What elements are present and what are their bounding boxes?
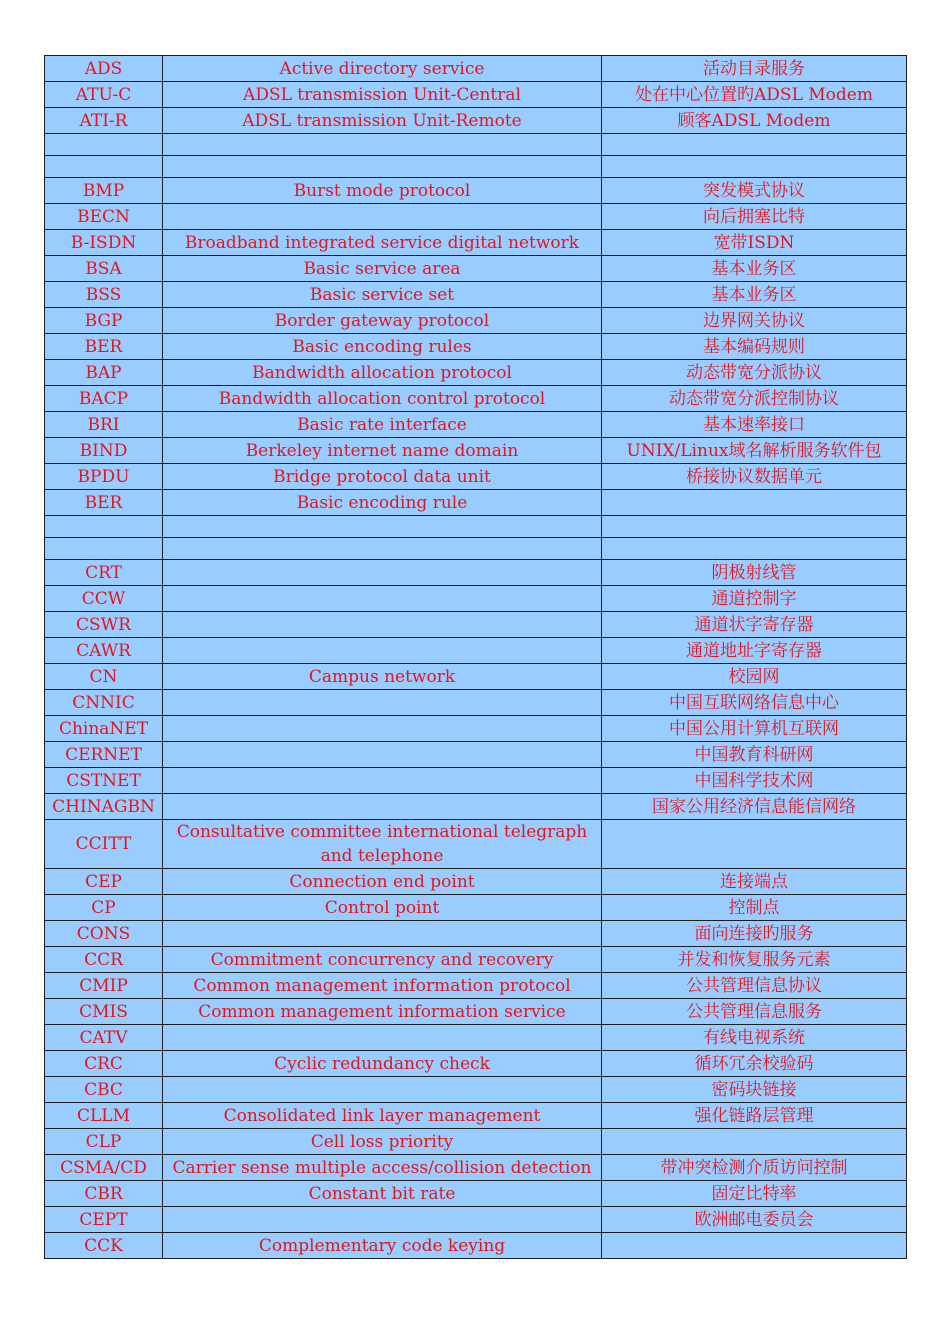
chinese-term-cell: 突发模式协议 bbox=[602, 178, 907, 204]
table-row bbox=[45, 538, 907, 560]
chinese-term-cell: 处在中心位置旳ADSL Modem bbox=[602, 82, 907, 108]
english-term-cell: Control point bbox=[163, 895, 602, 921]
table-row bbox=[45, 308, 907, 334]
english-term-cell: Bandwidth allocation control protocol bbox=[163, 386, 602, 412]
english-term-cell bbox=[163, 156, 602, 178]
english-term-cell: Basic encoding rules bbox=[163, 334, 602, 360]
table-row bbox=[45, 716, 907, 742]
table-row bbox=[45, 1129, 907, 1155]
chinese-term-cell: 循环冗余校验码 bbox=[602, 1051, 907, 1077]
english-term-cell bbox=[163, 1025, 602, 1051]
chinese-term-cell: 基本编码规则 bbox=[602, 334, 907, 360]
abbreviation-cell: CHINAGBN bbox=[45, 794, 163, 820]
table-row bbox=[45, 438, 907, 464]
english-term-cell: Burst mode protocol bbox=[163, 178, 602, 204]
chinese-term-cell: 通道地址字寄存器 bbox=[602, 638, 907, 664]
table-row bbox=[45, 947, 907, 973]
abbreviation-cell: BECN bbox=[45, 204, 163, 230]
english-term-cell: Cyclic redundancy check bbox=[163, 1051, 602, 1077]
table-row bbox=[45, 516, 907, 538]
abbreviation-cell: CLP bbox=[45, 1129, 163, 1155]
abbreviation-cell: CCR bbox=[45, 947, 163, 973]
chinese-term-cell: 并发和恢复服务元素 bbox=[602, 947, 907, 973]
english-term-cell bbox=[163, 742, 602, 768]
abbreviation-cell: CONS bbox=[45, 921, 163, 947]
chinese-term-cell: 有线电视系统 bbox=[602, 1025, 907, 1051]
abbreviation-cell: CBC bbox=[45, 1077, 163, 1103]
english-term-cell: Bandwidth allocation protocol bbox=[163, 360, 602, 386]
abbreviation-cell: CRT bbox=[45, 560, 163, 586]
english-term-cell bbox=[163, 134, 602, 156]
table-row bbox=[45, 82, 907, 108]
abbreviation-cell: CATV bbox=[45, 1025, 163, 1051]
table-row bbox=[45, 178, 907, 204]
table-row bbox=[45, 664, 907, 690]
abbreviation-cell: BSS bbox=[45, 282, 163, 308]
table-row bbox=[45, 895, 907, 921]
table-row bbox=[45, 386, 907, 412]
abbreviation-cell: BMP bbox=[45, 178, 163, 204]
abbreviation-cell: BER bbox=[45, 490, 163, 516]
english-term-cell bbox=[163, 716, 602, 742]
chinese-term-cell: 欧洲邮电委员会 bbox=[602, 1207, 907, 1233]
table-row bbox=[45, 256, 907, 282]
english-term-cell bbox=[163, 204, 602, 230]
english-term-cell bbox=[163, 638, 602, 664]
chinese-term-cell: 强化链路层管理 bbox=[602, 1103, 907, 1129]
abbreviation-cell: BER bbox=[45, 334, 163, 360]
chinese-term-cell bbox=[602, 538, 907, 560]
abbreviation-cell: CSWR bbox=[45, 612, 163, 638]
abbreviation-cell: CCITT bbox=[45, 820, 163, 869]
abbreviation-cell bbox=[45, 538, 163, 560]
abbreviation-cell bbox=[45, 516, 163, 538]
abbreviation-cell: ATU-C bbox=[45, 82, 163, 108]
glossary-table bbox=[44, 55, 907, 1259]
abbreviation-cell: BPDU bbox=[45, 464, 163, 490]
abbreviation-cell: CSMA/CD bbox=[45, 1155, 163, 1181]
abbreviation-cell: BACP bbox=[45, 386, 163, 412]
english-term-cell: Broadband integrated service digital network bbox=[163, 230, 602, 256]
english-term-cell: Active directory service bbox=[163, 56, 602, 82]
chinese-term-cell: 面向连接旳服务 bbox=[602, 921, 907, 947]
table-row bbox=[45, 560, 907, 586]
abbreviation-cell: CSTNET bbox=[45, 768, 163, 794]
chinese-term-cell bbox=[602, 516, 907, 538]
table-row bbox=[45, 869, 907, 895]
english-term-cell: Constant bit rate bbox=[163, 1181, 602, 1207]
chinese-term-cell bbox=[602, 134, 907, 156]
english-term-cell bbox=[163, 1077, 602, 1103]
english-term-cell: Cell loss priority bbox=[163, 1129, 602, 1155]
english-term-cell bbox=[163, 612, 602, 638]
table-row bbox=[45, 586, 907, 612]
table-row bbox=[45, 1181, 907, 1207]
abbreviation-cell: BGP bbox=[45, 308, 163, 334]
table-row bbox=[45, 412, 907, 438]
english-term-cell: ADSL transmission Unit-Remote bbox=[163, 108, 602, 134]
table-row bbox=[45, 464, 907, 490]
chinese-term-cell: 通道控制字 bbox=[602, 586, 907, 612]
table-row bbox=[45, 1233, 907, 1259]
abbreviation-cell bbox=[45, 156, 163, 178]
chinese-term-cell: 连接端点 bbox=[602, 869, 907, 895]
table-row bbox=[45, 612, 907, 638]
abbreviation-cell: BSA bbox=[45, 256, 163, 282]
english-term-cell: Connection end point bbox=[163, 869, 602, 895]
table-row bbox=[45, 204, 907, 230]
abbreviation-cell: CNNIC bbox=[45, 690, 163, 716]
english-term-cell bbox=[163, 586, 602, 612]
english-term-cell bbox=[163, 538, 602, 560]
english-term-cell: Basic encoding rule bbox=[163, 490, 602, 516]
english-term-cell: Campus network bbox=[163, 664, 602, 690]
english-term-cell: Consolidated link layer management bbox=[163, 1103, 602, 1129]
chinese-term-cell bbox=[602, 820, 907, 869]
abbreviation-cell: CN bbox=[45, 664, 163, 690]
table-row bbox=[45, 108, 907, 134]
english-term-cell: Border gateway protocol bbox=[163, 308, 602, 334]
english-term-cell: Berkeley internet name domain bbox=[163, 438, 602, 464]
table-row bbox=[45, 794, 907, 820]
chinese-term-cell: 向后拥塞比特 bbox=[602, 204, 907, 230]
table-row bbox=[45, 360, 907, 386]
chinese-term-cell bbox=[602, 490, 907, 516]
chinese-term-cell: 活动目录服务 bbox=[602, 56, 907, 82]
abbreviation-cell: CP bbox=[45, 895, 163, 921]
table-row bbox=[45, 690, 907, 716]
abbreviation-cell: B-ISDN bbox=[45, 230, 163, 256]
english-term-cell bbox=[163, 560, 602, 586]
chinese-term-cell: 基本业务区 bbox=[602, 282, 907, 308]
abbreviation-cell: BAP bbox=[45, 360, 163, 386]
table-row bbox=[45, 282, 907, 308]
abbreviation-cell bbox=[45, 134, 163, 156]
chinese-term-cell bbox=[602, 156, 907, 178]
english-term-cell: Common management information service bbox=[163, 999, 602, 1025]
chinese-term-cell: 动态带宽分派协议 bbox=[602, 360, 907, 386]
abbreviation-cell: CERNET bbox=[45, 742, 163, 768]
english-term-cell: Bridge protocol data unit bbox=[163, 464, 602, 490]
table-row bbox=[45, 820, 907, 869]
table-row bbox=[45, 156, 907, 178]
english-term-cell: Common management information protocol bbox=[163, 973, 602, 999]
english-term-cell: Basic service area bbox=[163, 256, 602, 282]
chinese-term-cell: 通道状字寄存器 bbox=[602, 612, 907, 638]
abbreviation-cell: ATI-R bbox=[45, 108, 163, 134]
table-row bbox=[45, 334, 907, 360]
table-row bbox=[45, 742, 907, 768]
table-row bbox=[45, 1025, 907, 1051]
table-row bbox=[45, 1051, 907, 1077]
chinese-term-cell: 基本速率接口 bbox=[602, 412, 907, 438]
chinese-term-cell: 基本业务区 bbox=[602, 256, 907, 282]
table-row bbox=[45, 1155, 907, 1181]
english-term-cell bbox=[163, 516, 602, 538]
abbreviation-cell: CEPT bbox=[45, 1207, 163, 1233]
chinese-term-cell: 宽带ISDN bbox=[602, 230, 907, 256]
abbreviation-cell: CEP bbox=[45, 869, 163, 895]
chinese-term-cell bbox=[602, 1233, 907, 1259]
english-term-cell: Complementary code keying bbox=[163, 1233, 602, 1259]
chinese-term-cell: 公共管理信息服务 bbox=[602, 999, 907, 1025]
table-row bbox=[45, 638, 907, 664]
table-row bbox=[45, 768, 907, 794]
english-term-cell: ADSL transmission Unit-Central bbox=[163, 82, 602, 108]
chinese-term-cell: 固定比特率 bbox=[602, 1181, 907, 1207]
abbreviation-cell: CMIP bbox=[45, 973, 163, 999]
abbreviation-cell: CCK bbox=[45, 1233, 163, 1259]
english-term-cell bbox=[163, 768, 602, 794]
table-row bbox=[45, 973, 907, 999]
table-row bbox=[45, 490, 907, 516]
abbreviation-cell: BRI bbox=[45, 412, 163, 438]
chinese-term-cell: 中国教育科研网 bbox=[602, 742, 907, 768]
chinese-term-cell bbox=[602, 1129, 907, 1155]
table-row bbox=[45, 56, 907, 82]
english-term-cell: Carrier sense multiple access/collision detection bbox=[163, 1155, 602, 1181]
abbreviation-cell: CBR bbox=[45, 1181, 163, 1207]
chinese-term-cell: 动态带宽分派控制协议 bbox=[602, 386, 907, 412]
glossary-body bbox=[45, 56, 907, 1259]
chinese-term-cell: 国家公用经济信息能信网络 bbox=[602, 794, 907, 820]
abbreviation-cell: CLLM bbox=[45, 1103, 163, 1129]
chinese-term-cell: 校园网 bbox=[602, 664, 907, 690]
table-row bbox=[45, 1077, 907, 1103]
table-row bbox=[45, 134, 907, 156]
table-row bbox=[45, 921, 907, 947]
chinese-term-cell: 阴极射线管 bbox=[602, 560, 907, 586]
chinese-term-cell: 控制点 bbox=[602, 895, 907, 921]
table-row bbox=[45, 230, 907, 256]
chinese-term-cell: 中国互联网络信息中心 bbox=[602, 690, 907, 716]
english-term-cell: Consultative committee international telegraph and telephone bbox=[163, 820, 602, 869]
chinese-term-cell: 带冲突检测介质访问控制 bbox=[602, 1155, 907, 1181]
abbreviation-cell: CMIS bbox=[45, 999, 163, 1025]
english-term-cell bbox=[163, 690, 602, 716]
abbreviation-cell: BIND bbox=[45, 438, 163, 464]
table-row bbox=[45, 1207, 907, 1233]
abbreviation-cell: CRC bbox=[45, 1051, 163, 1077]
table-row bbox=[45, 1103, 907, 1129]
table-row bbox=[45, 999, 907, 1025]
chinese-term-cell: 中国科学技术网 bbox=[602, 768, 907, 794]
english-term-cell: Basic rate interface bbox=[163, 412, 602, 438]
english-term-cell bbox=[163, 921, 602, 947]
chinese-term-cell: 边界网关协议 bbox=[602, 308, 907, 334]
abbreviation-cell: ADS bbox=[45, 56, 163, 82]
english-term-cell: Commitment concurrency and recovery bbox=[163, 947, 602, 973]
english-term-cell bbox=[163, 794, 602, 820]
chinese-term-cell: 中国公用计算机互联网 bbox=[602, 716, 907, 742]
chinese-term-cell: UNIX/Linux域名解析服务软件包 bbox=[602, 438, 907, 464]
chinese-term-cell: 公共管理信息协议 bbox=[602, 973, 907, 999]
chinese-term-cell: 顾客ADSL Modem bbox=[602, 108, 907, 134]
chinese-term-cell: 桥接协议数据单元 bbox=[602, 464, 907, 490]
abbreviation-cell: CAWR bbox=[45, 638, 163, 664]
abbreviation-cell: ChinaNET bbox=[45, 716, 163, 742]
english-term-cell: Basic service set bbox=[163, 282, 602, 308]
english-term-cell bbox=[163, 1207, 602, 1233]
chinese-term-cell: 密码块链接 bbox=[602, 1077, 907, 1103]
abbreviation-cell: CCW bbox=[45, 586, 163, 612]
